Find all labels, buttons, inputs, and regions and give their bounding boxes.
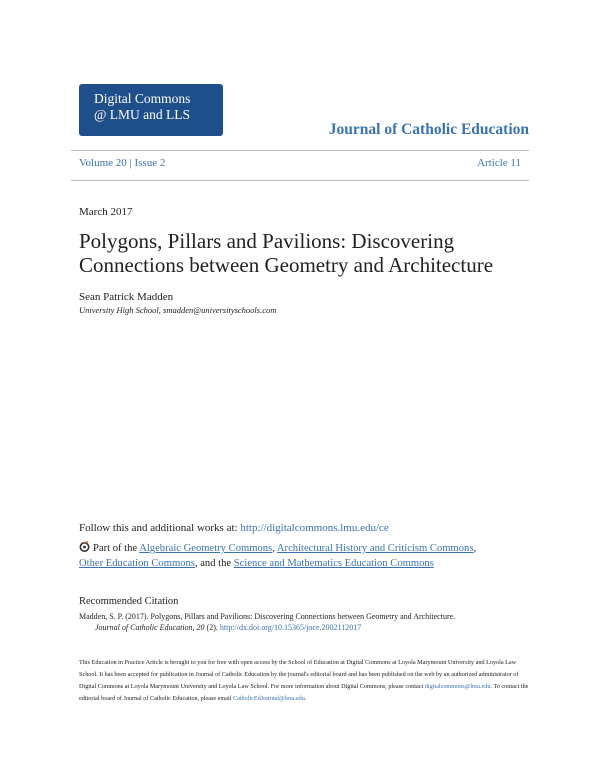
author-name: Sean Patrick Madden	[79, 291, 174, 303]
digital-commons-logo[interactable]	[79, 84, 223, 136]
author-affiliation: University High School, smadden@universityschools.com	[79, 305, 277, 315]
architectural-history-link[interactable]: Architectural History and Criticism Commons	[276, 543, 474, 554]
header-rule-top	[71, 150, 529, 151]
publication-date: March 2017	[79, 206, 133, 218]
follow-line	[79, 522, 389, 534]
notice-mid: . To contact the editorial board of Journal of Catholic Education, please email	[79, 683, 529, 702]
editorial-email-link[interactable]: CatholicEdJournal@lmu.edu	[232, 695, 305, 702]
doi-link[interactable]: http://dx.doi.org/10.15365/joce.2002112017	[219, 623, 362, 632]
other-education-link[interactable]: Other Education Commons	[79, 558, 195, 569]
separator: ,	[272, 543, 277, 554]
collection-link[interactable]: http://digitalcommons.lmu.edu/ce	[240, 522, 389, 534]
access-notice	[79, 657, 534, 705]
separator: ,	[473, 543, 477, 554]
follow-text: Follow this and additional works at:	[79, 522, 241, 534]
citation-text	[79, 611, 529, 633]
digitalcommons-email-link[interactable]: digitalcommons@lmu.edu	[424, 683, 491, 690]
logo-line1: Digital Commons	[94, 91, 191, 106]
article-number[interactable]: Article 11	[477, 157, 521, 169]
journal-title[interactable]: Journal of Catholic Education	[328, 121, 529, 138]
citation-line1: Madden, S. P. (2017). Polygons, Pillars and Pavilions: Discovering Connections between Geometry and Architecture.	[79, 612, 456, 621]
part-of-commons	[79, 541, 519, 571]
paper-title: Polygons, Pillars and Pavilions: Discovering Connections between Geometry and Architecture	[79, 229, 494, 277]
separator: , and the	[194, 558, 234, 569]
part-of-prefix: Part of the	[93, 543, 140, 554]
open-access-icon	[79, 541, 90, 552]
science-math-education-link[interactable]: Science and Mathematics Education Commons	[233, 558, 434, 569]
citation-issue: (2).	[204, 623, 220, 632]
citation-journal: Journal of Catholic Education, 20	[95, 623, 205, 632]
volume-issue[interactable]: Volume 20 | Issue 2	[79, 157, 166, 169]
header-rule-bottom	[71, 180, 529, 181]
recommended-citation-heading: Recommended Citation	[79, 596, 179, 607]
logo-line2: @ LMU and LLS	[94, 107, 191, 122]
algebraic-geometry-link[interactable]: Algebraic Geometry Commons	[139, 543, 273, 554]
notice-text: This Education in Practice Article is brought to you for free with open access by the School of Education at Digital Commons at Loyola Marymount University and Loyola Law School. It has been accepted for publication in Journal of Catholic Education by the journal's editorial board and has been published on the web by an authorized administrator of Digital Commons at Loyola Marymount University and Loyola Law School. For more information about Digital Commons, please contact	[79, 659, 519, 690]
notice-end: .	[304, 695, 307, 702]
